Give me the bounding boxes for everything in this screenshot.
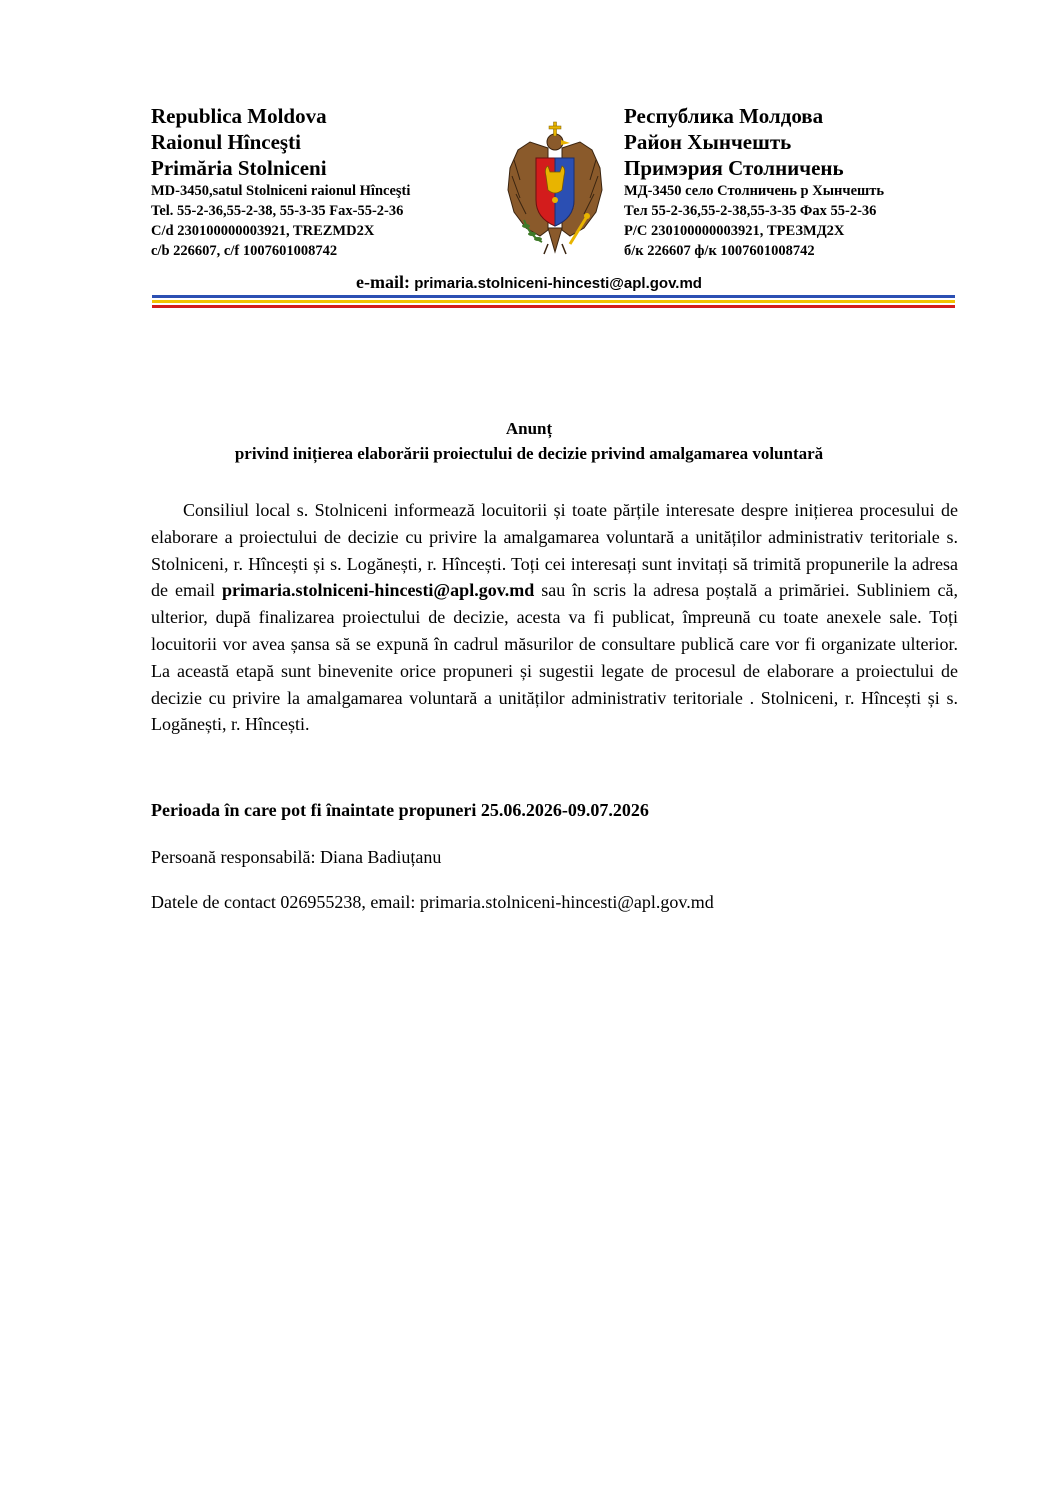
body-email: primaria.stolniceni-hincesti@apl.gov.md <box>221 580 535 601</box>
mayoralty-name-ru: Примэрия Столничень <box>624 156 844 180</box>
letterhead-romanian <box>151 103 491 261</box>
fiscal-codes: c/b 226607, c/f 1007601008742 <box>151 243 338 259</box>
district-name: Raionul Hînceşti <box>151 130 301 154</box>
fiscal-codes-ru: б/к 226607 ф/к 1007601008742 <box>624 243 815 259</box>
letterhead <box>0 0 1058 320</box>
notice-subtitle: privind inițierea elaborării proiectului de decizie privind amalgamarea voluntară <box>234 444 824 463</box>
email-address: primaria.stolniceni-hincesti@apl.gov.md <box>414 275 702 292</box>
moldova-coat-of-arms-icon <box>490 120 620 260</box>
country-name-ru: Республика Молдова <box>624 104 824 128</box>
district-name-ru: Район Хынчешть <box>624 130 792 154</box>
letterhead-email <box>0 272 1058 293</box>
responsible-person: Persoană responsabilă: Diana Badiuțanu <box>151 847 442 867</box>
phone-numbers-ru: Тел 55-2-36,55-2-38,55-3-35 Фах 55-2-36 <box>624 203 877 219</box>
postal-address-ru: МД-3450 село Столничень р Хынчешть <box>624 183 885 199</box>
contact-details: Datele de contact 026955238, email: primaria.stolniceni-hincesti@apl.gov.md <box>151 892 714 912</box>
body-text-part2: sau în scris la adresa poștală a primăriei. Subliniem că, ulterior, după finalizarea proiectului de decizie, acesta va fi publicat, împreună cu toate anexele sale. Toți locuitorii vor avea șansa să se expună în cadrul măsurilor de consultare publică care vor fi organizate ulterior. La această etapă sunt binevenite orice propuneri și sugestii legate de procesul de elaborare a proiectului de decizie cu privire la amalgamarea voluntară a unităților administrativ teritoriale . Stolniceni, r. Hîncești și s. Logănești, r. Hîncești. <box>151 580 958 735</box>
tricolor-stripe-yellow <box>152 300 955 303</box>
submission-period: Perioada în care pot fi înaintate propuneri 25.06.2026-09.07.2026 <box>151 800 649 820</box>
mayoralty-name: Primăria Stolniceni <box>151 156 327 180</box>
country-name: Republica Moldova <box>151 104 327 128</box>
phone-numbers: Tel. 55-2-36,55-2-38, 55-3-35 Fax-55-2-36 <box>151 203 404 219</box>
notice-title: Anunț <box>505 419 553 438</box>
bank-account: C/d 230100000003921, TREZMD2X <box>151 223 375 239</box>
letterhead-russian <box>624 103 984 261</box>
bank-account-ru: Р/С 230100000003921, ТРЕЗМД2Х <box>624 223 845 239</box>
tricolor-stripe-blue <box>152 295 955 298</box>
email-label: e-mail: <box>356 272 410 292</box>
tricolor-stripe-red <box>152 305 955 308</box>
postal-address: MD-3450,satul Stolniceni raionul Hînceşti <box>151 183 411 199</box>
body-text-part1: Consiliul local s. Stolniceni informează locuitorii și toate părțile interesate despre inițierea procesului de elaborare a proiectului de decizie cu privire la amalgamarea voluntară a unităților administrativ teritoriale s. Stolniceni, r. Hîncești și s. Logănești, r. Hîncești. Toți cei interesați sunt invitați să trimită propunerile la adresa de email <box>151 500 958 601</box>
notice-body <box>151 497 958 738</box>
